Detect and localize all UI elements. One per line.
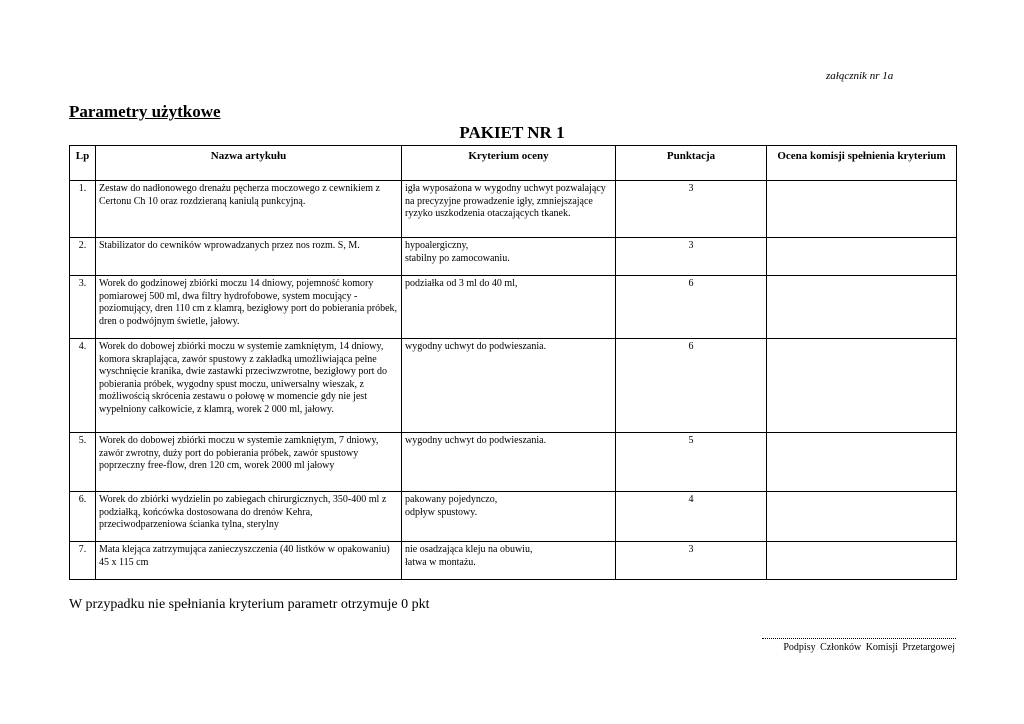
row-points: 6 bbox=[616, 276, 767, 339]
column-header-points: Punktacja bbox=[616, 146, 767, 181]
column-header-criteria: Kryterium oceny bbox=[402, 146, 616, 181]
table-row bbox=[70, 238, 957, 276]
row-item-name: Zestaw do nadłonowego drenażu pęcherza moczowego z cewnikiem z Certonu Ch 10 oraz rozdzieraną kaniulą punkcyjną. bbox=[96, 181, 402, 238]
table-row bbox=[70, 181, 957, 238]
row-points: 3 bbox=[616, 238, 767, 276]
section-title: Parametry użytkowe bbox=[69, 102, 221, 121]
table-row bbox=[70, 433, 957, 492]
column-header-lp: Lp bbox=[70, 146, 96, 181]
row-lp: 7. bbox=[70, 542, 96, 580]
row-lp: 4. bbox=[70, 339, 96, 433]
row-points: 6 bbox=[616, 339, 767, 433]
signature-label: Podpisy Członków Komisji Przetargowej bbox=[783, 642, 955, 653]
row-evaluation[interactable] bbox=[767, 238, 957, 276]
signature-line bbox=[762, 630, 956, 639]
row-item-name: Worek do zbiórki wydzielin po zabiegach chirurgicznych, 350-400 ml z podziałką, końcówka dostosowana do drenów Kehra, przeciwodparzeniowa ścianka tylna, sterylny bbox=[96, 492, 402, 542]
row-points: 4 bbox=[616, 492, 767, 542]
row-points: 3 bbox=[616, 181, 767, 238]
column-header-evaluation: Ocena komisji spełnienia kryterium bbox=[767, 146, 957, 181]
row-criteria: wygodny uchwyt do podwieszania. bbox=[402, 433, 616, 492]
row-criteria: nie osadzająca kleju na obuwiu, łatwa w montażu. bbox=[402, 542, 616, 580]
row-criteria: pakowany pojedynczo, odpływ spustowy. bbox=[402, 492, 616, 542]
row-evaluation[interactable] bbox=[767, 339, 957, 433]
row-evaluation[interactable] bbox=[767, 181, 957, 238]
row-points: 3 bbox=[616, 542, 767, 580]
table-row bbox=[70, 339, 957, 433]
table-row bbox=[70, 492, 957, 542]
table-row bbox=[70, 542, 957, 580]
row-item-name: Stabilizator do cewników wprowadzanych przez nos rozm. S, M. bbox=[96, 238, 402, 276]
row-item-name: Mata klejąca zatrzymująca zanieczyszczenia (40 listków w opakowaniu) 45 x 115 cm bbox=[96, 542, 402, 580]
scoring-note: W przypadku nie spełniania kryterium parametr otrzymuje 0 pkt bbox=[69, 597, 430, 612]
row-points: 5 bbox=[616, 433, 767, 492]
row-lp: 5. bbox=[70, 433, 96, 492]
row-item-name: Worek do dobowej zbiórki moczu w systemie zamkniętym, 7 dniowy, zawór zwrotny, duży port do pobierania próbek, zawór spustowy poprzeczny free-flow, dren 120 cm, worek 2000 ml jałowy bbox=[96, 433, 402, 492]
row-lp: 3. bbox=[70, 276, 96, 339]
column-header-name: Nazwa artykułu bbox=[96, 146, 402, 181]
row-criteria: wygodny uchwyt do podwieszania. bbox=[402, 339, 616, 433]
row-evaluation[interactable] bbox=[767, 542, 957, 580]
attachment-label: załącznik nr 1a bbox=[826, 70, 894, 82]
row-criteria: igła wyposażona w wygodny uchwyt pozwalający na precyzyjne prowadzenie igły, zmniejszające ryzyko uszkodzenia otaczających tkanek. bbox=[402, 181, 616, 238]
row-criteria: podziałka od 3 ml do 40 ml, bbox=[402, 276, 616, 339]
row-item-name: Worek do godzinowej zbiórki moczu 14 dniowy, pojemność komory pomiarowej 500 ml, dwa filtry hydrofobowe, system mocujący - poziomujący, dren 110 cm z klamrą, bezigłowy port do pobierania próbek, dren o podwójnym świetle, jałowy. bbox=[96, 276, 402, 339]
table-header-row bbox=[70, 146, 957, 181]
parameters-table bbox=[69, 145, 957, 580]
row-evaluation[interactable] bbox=[767, 276, 957, 339]
row-lp: 1. bbox=[70, 181, 96, 238]
row-evaluation[interactable] bbox=[767, 492, 957, 542]
table-row bbox=[70, 276, 957, 339]
package-title: PAKIET NR 1 bbox=[459, 123, 565, 142]
row-lp: 6. bbox=[70, 492, 96, 542]
row-criteria: hypoalergiczny, stabilny po zamocowaniu. bbox=[402, 238, 616, 276]
row-lp: 2. bbox=[70, 238, 96, 276]
row-evaluation[interactable] bbox=[767, 433, 957, 492]
row-item-name: Worek do dobowej zbiórki moczu w systemie zamkniętym, 14 dniowy, komora skraplająca, zawór spustowy z zakładką umożliwiająca pełne wyschnięcie kranika, dwie zastawki przeciwzwrotne, bezigłowy port do pobierania próbek, wygodny spust moczu, uniwersalny wieszak, z możliwością skrócenia zestawu o połowę w momencie gdy nie jest wypełniony całkowicie, z klamrą, worek 2 000 ml, jałowy. bbox=[96, 339, 402, 433]
